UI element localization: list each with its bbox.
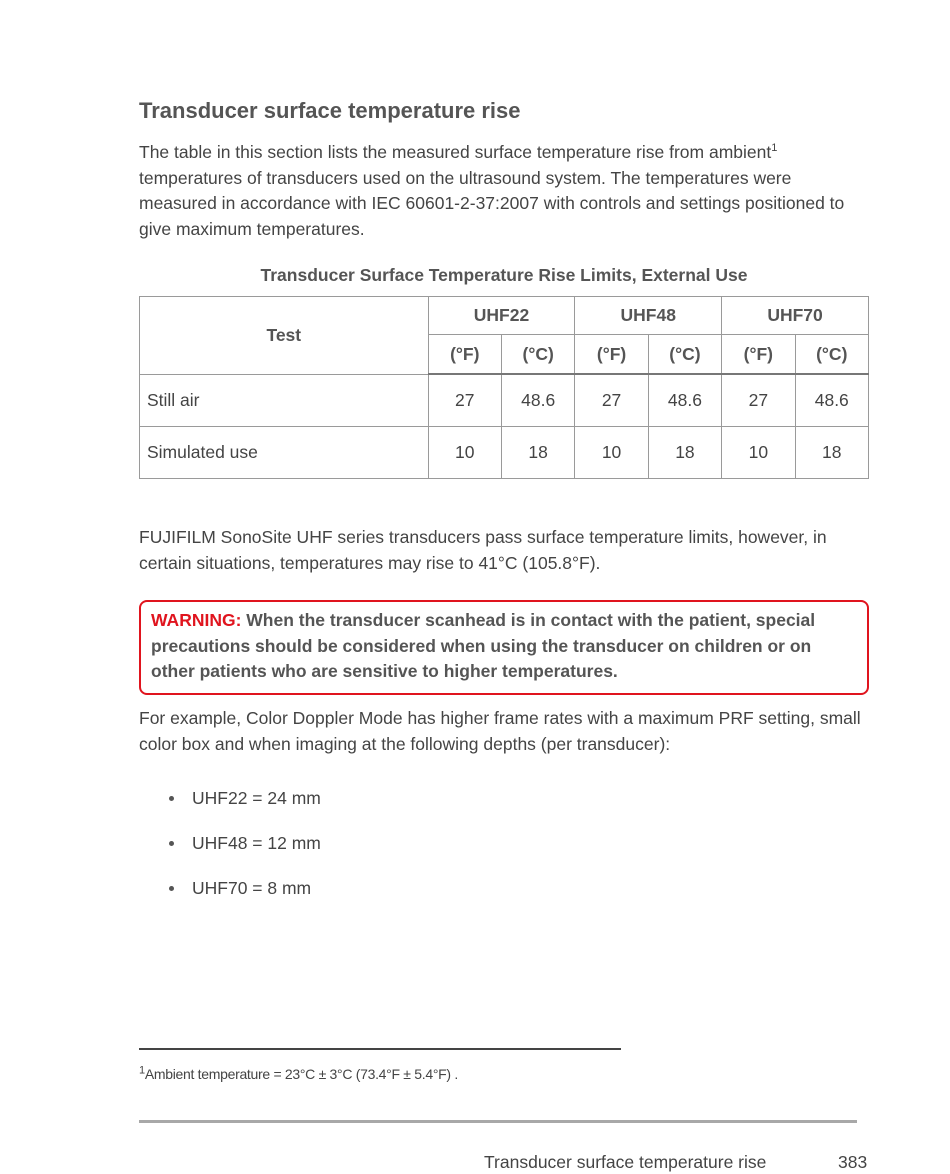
bullet-icon xyxy=(169,796,174,801)
table-row xyxy=(140,374,869,427)
unit-header: (°C) xyxy=(648,335,721,375)
intro-paragraph xyxy=(139,140,869,242)
page-number: 383 xyxy=(838,1152,868,1172)
table-cell: 48.6 xyxy=(501,374,574,427)
table-cell: 48.6 xyxy=(795,374,868,427)
example-text: For example, Color Doppler Mode has higher frame rates with a maximum PRF setting, small color box and when imaging at the following depths (per transducer): xyxy=(139,708,861,754)
section-heading: Transducer surface temperature rise xyxy=(139,98,521,123)
footnote-ref[interactable]: 1 xyxy=(771,142,778,155)
group-header-uhf48: UHF48 xyxy=(575,297,722,335)
group-header-uhf70: UHF70 xyxy=(722,297,869,335)
temperature-table xyxy=(139,296,869,479)
footnote xyxy=(139,1066,458,1082)
list-item-text: UHF22 = 24 mm xyxy=(192,788,321,808)
footer-title: Transducer surface temperature rise xyxy=(484,1152,767,1172)
list-item-text: UHF70 = 8 mm xyxy=(192,878,312,898)
table-cell: 10 xyxy=(575,427,648,479)
group-header-uhf22: UHF22 xyxy=(428,297,575,335)
test-header: Test xyxy=(140,297,429,375)
table-row xyxy=(140,427,869,479)
row-label: Still air xyxy=(140,374,429,427)
table-cell: 18 xyxy=(648,427,721,479)
table-cell: 48.6 xyxy=(648,374,721,427)
warning-text: When the transducer scanhead is in contact with the patient, special precautions should be considered when using the transducer on children or on other patients who are sensitive to higher temperatures. xyxy=(151,610,816,681)
list-item-text: UHF48 = 12 mm xyxy=(192,833,321,853)
pass-text: FUJIFILM SonoSite UHF series transducers pass surface temperature limits, however, in certain situations, temperatures may rise to 41°C (105.8°F). xyxy=(139,527,827,573)
list-item xyxy=(165,786,321,831)
intro-text-part1: The table in this section lists the measured surface temperature rise from ambient xyxy=(139,142,772,162)
warning-label: WARNING: xyxy=(151,610,242,630)
unit-header: (°F) xyxy=(722,335,795,375)
footnote-marker: 1 xyxy=(139,1064,145,1077)
unit-header: (°C) xyxy=(501,335,574,375)
table-cell: 27 xyxy=(722,374,795,427)
unit-header: (°F) xyxy=(575,335,648,375)
footnote-text: Ambient temperature = 23°C ± 3°C (73.4°F ± 5.4°F) . xyxy=(144,1066,458,1082)
warning-box xyxy=(139,600,869,695)
unit-header: (°C) xyxy=(795,335,868,375)
table-cell: 27 xyxy=(575,374,648,427)
footer-divider xyxy=(139,1120,857,1123)
depth-list xyxy=(165,786,321,921)
table-caption: Transducer Surface Temperature Rise Limits, External Use xyxy=(260,265,748,285)
list-item xyxy=(165,876,321,921)
table-header-row xyxy=(140,297,869,335)
bullet-icon xyxy=(169,886,174,891)
intro-text-part2: temperatures of transducers used on the ultrasound system. The temperatures were measured in accordance with IEC 60601-2-37:2007 with controls and settings positioned to give maximum temperatures. xyxy=(139,167,845,239)
table-cell: 27 xyxy=(428,374,501,427)
row-label: Simulated use xyxy=(140,427,429,479)
list-item xyxy=(165,831,321,876)
unit-header: (°F) xyxy=(428,335,501,375)
table-cell: 18 xyxy=(501,427,574,479)
table-cell: 18 xyxy=(795,427,868,479)
footnote-divider xyxy=(139,1048,621,1050)
bullet-icon xyxy=(169,841,174,846)
table-cell: 10 xyxy=(722,427,795,479)
table-cell: 10 xyxy=(428,427,501,479)
